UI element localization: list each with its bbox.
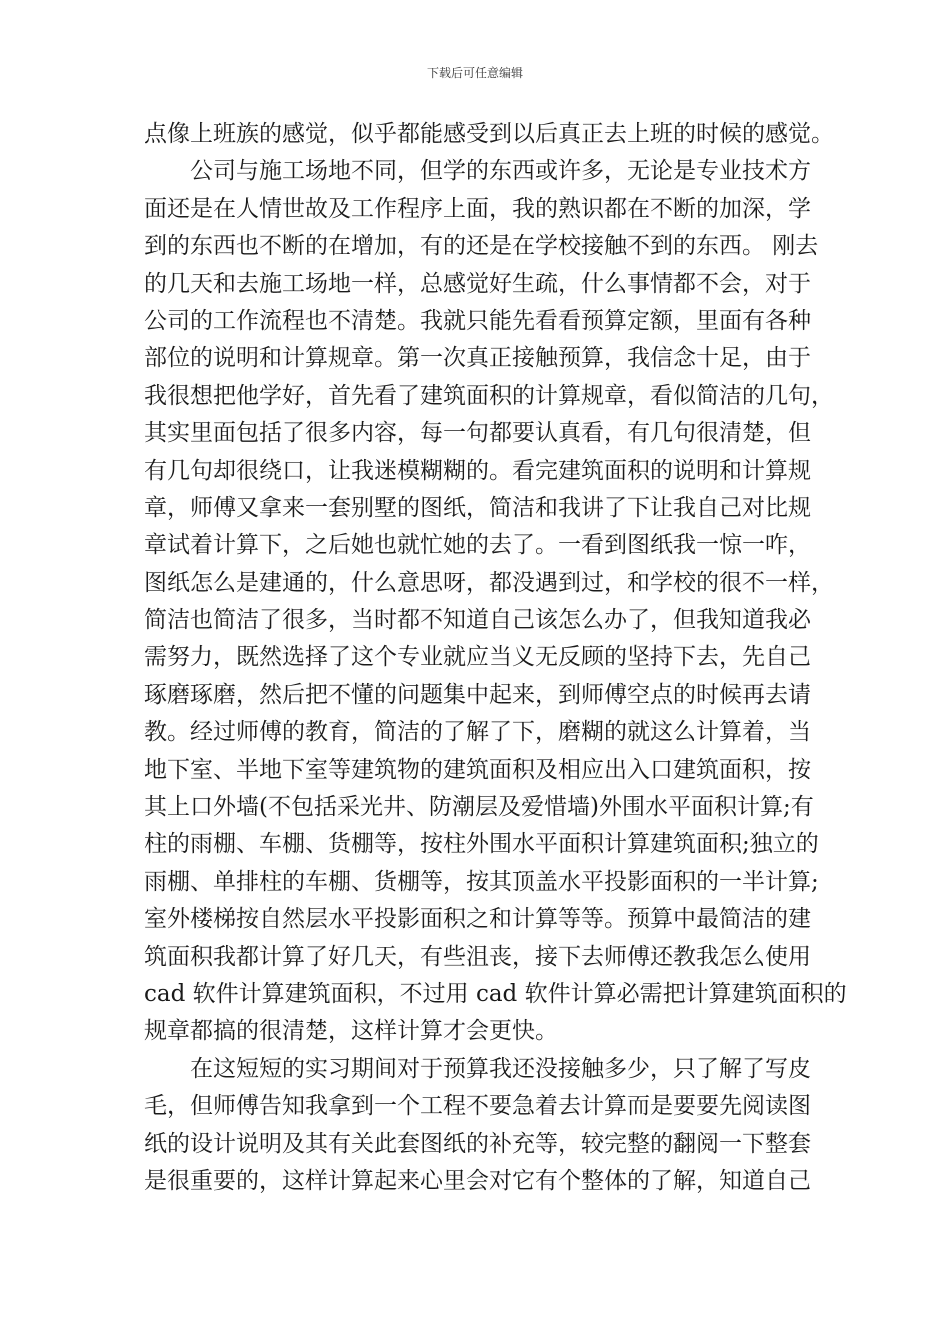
text-line: 其实里面包括了很多内容，每一句都要认真看，有几句很清楚，但	[144, 420, 811, 447]
text-line: 我很想把他学好，首先看了建筑面积的计算规章，看似简洁的几句，	[144, 382, 834, 409]
text-line: 有几句却很绕口，让我迷模糊糊的。看完建筑面积的说明和计算规	[144, 457, 811, 484]
text-line: 其上口外墙(不包括采光井、防潮层及爱惜墙)外围水平面积计算;有	[144, 794, 814, 821]
text-line: 需努力，既然选择了这个专业就应当义无反顾的坚持下去，先自己	[144, 644, 811, 671]
text-line: 简洁也简洁了很多，当时都不知道自己该怎么办了，但我知道我必	[144, 607, 811, 634]
text-line: 公司的工作流程也不清楚。我就只能先看看预算定额，里面有各种	[144, 307, 811, 334]
text-line: 章，师傅又拿来一套别墅的图纸，简洁和我讲了下让我自己对比规	[144, 494, 811, 521]
text-line: 筑面积我都计算了好几天，有些沮丧，接下去师傅还教我怎么使用	[144, 943, 811, 970]
text-line: 的几天和去施工场地一样，总感觉好生疏，什么事情都不会，对于	[144, 270, 811, 297]
text-line: 毛，但师傅告知我拿到一个工程不要急着去计算而是要要先阅读图	[144, 1093, 811, 1120]
text-line: 室外楼梯按自然层水平投影面积之和计算等等。预算中最简洁的建	[144, 906, 811, 933]
text-line: 琢磨琢磨，然后把不懂的问题集中起来，到师傅空点的时候再去请	[144, 681, 811, 708]
page-header: 下载后可任意编辑	[426, 66, 523, 80]
text-line: cad 软件计算建筑面积，不过用 cad 软件计算必需把计算建筑面积的	[144, 980, 847, 1007]
text-line: 在这短短的实习期间对于预算我还没接触多少，只了解了写皮	[190, 1055, 811, 1082]
text-line: 雨棚、单排柱的车棚、货棚等，按其顶盖水平投影面积的一半计算;	[144, 868, 819, 895]
document-body	[144, 116, 847, 1200]
text-line: 到的东西也不断的在增加，有的还是在学校接触不到的东西。 刚去	[144, 233, 819, 260]
paragraph-3	[144, 1051, 811, 1201]
text-line: 地下室、半地下室等建筑物的建筑面积及相应出入口建筑面积，按	[144, 756, 811, 783]
text-line: 图纸怎么是建通的，什么意思呀，都没遇到过，和学校的很不一样，	[144, 569, 834, 596]
text-line: 章试着计算下，之后她也就忙她的去了。一看到图纸我一惊一咋，	[144, 532, 811, 559]
text-line: 部位的说明和计算规章。第一次真正接触预算，我信念十足，由于	[144, 345, 811, 372]
text-line: 点像上班族的感觉，似乎都能感受到以后真正去上班的时候的感觉。	[144, 121, 834, 147]
text-line: 柱的雨棚、车棚、货棚等，按柱外围水平面积计算建筑面积;独立的	[144, 831, 819, 858]
paragraph-2	[144, 153, 847, 1050]
text-line: 教。经过师傅的教育，简洁的了解了下，磨糊的就这么计算着，当	[144, 719, 811, 746]
text-line: 公司与施工场地不同，但学的东西或许多，无论是专业技术方	[190, 158, 811, 185]
text-line: 规章都搞的很清楚，这样计算才会更快。	[144, 1018, 558, 1045]
paragraph-1	[144, 116, 834, 153]
text-line: 面还是在人情世故及工作程序上面，我的熟识都在不断的加深，学	[144, 195, 811, 222]
text-line: 纸的设计说明及其有关此套图纸的补充等，较完整的翻阅一下整套	[144, 1130, 811, 1157]
text-line: 是很重要的，这样计算起来心里会对它有个整体的了解，知道自己	[144, 1167, 811, 1194]
